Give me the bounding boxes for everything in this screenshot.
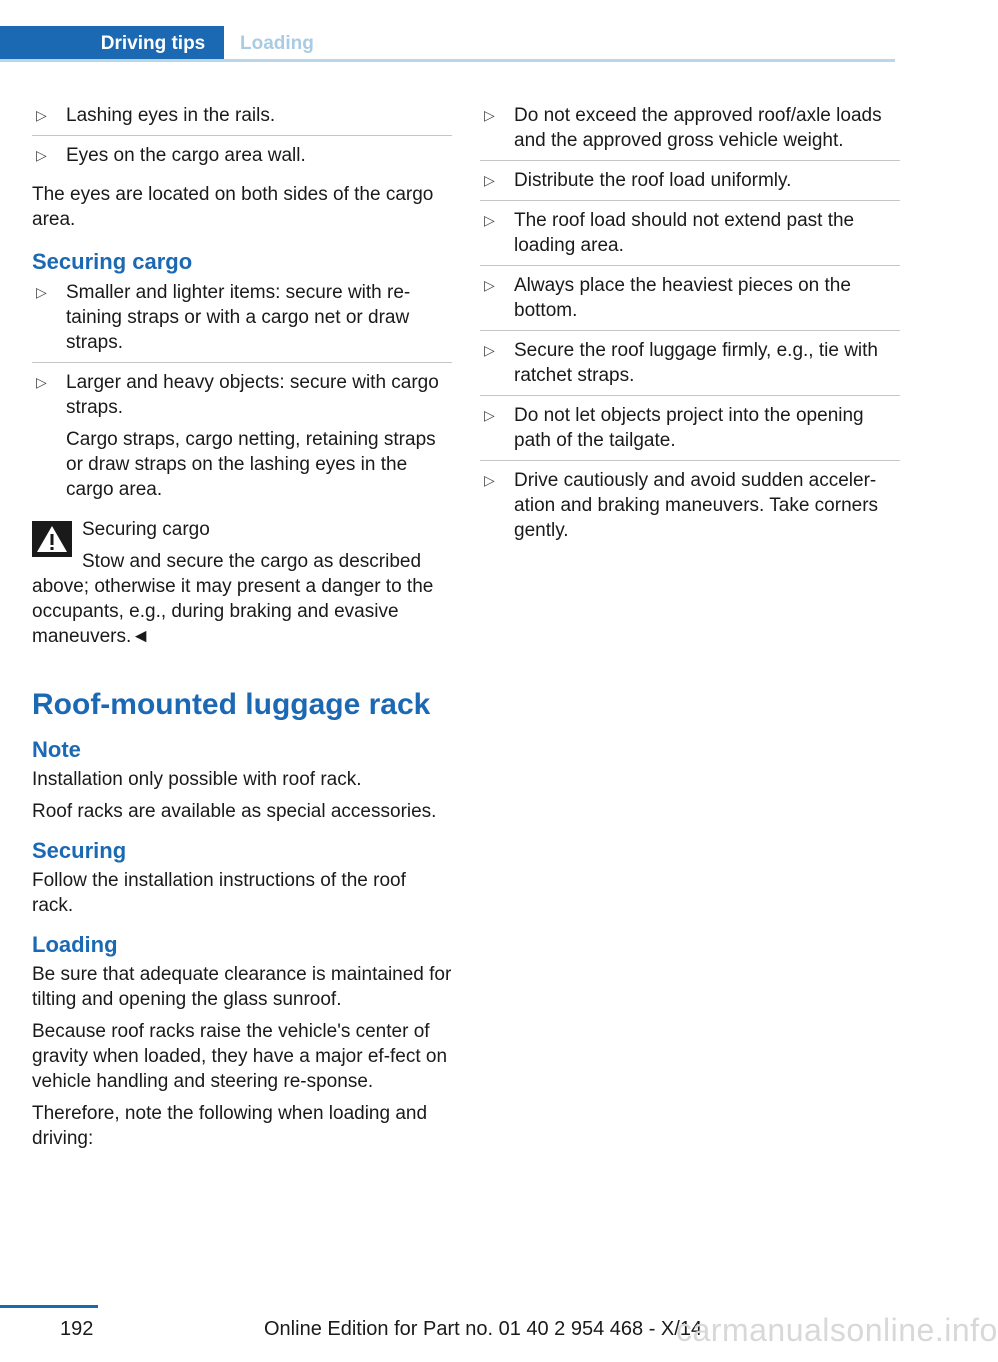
list-item: ▷ Smaller and lighter items: secure with re‐taining straps or with a cargo net or draw straps. bbox=[32, 280, 452, 363]
list-item-subparagraph: Cargo straps, cargo netting, retaining straps or draw straps on the lashing eyes in the cargo area. bbox=[66, 429, 436, 500]
heading-note: Note bbox=[32, 737, 81, 762]
list-item: ▷ Distribute the roof load uniformly. bbox=[480, 168, 900, 201]
watermark: carmanualsonline.info bbox=[676, 1312, 998, 1348]
warning-triangle-icon bbox=[32, 521, 72, 557]
paragraph: Follow the installation instructions of the roof rack. bbox=[32, 870, 406, 916]
edition-note: Online Edition for Part no. 01 40 2 954 468 - X/14 bbox=[264, 1318, 703, 1340]
list-item: ▷ The roof load should not extend past the loading area. bbox=[480, 208, 900, 266]
lashing-eyes-list bbox=[32, 103, 452, 175]
warning-title: Securing cargo bbox=[82, 519, 210, 540]
paragraph: Roof racks are available as special accessories. bbox=[32, 801, 437, 822]
paragraph: Because roof racks raise the vehicle's center of gravity when loaded, they have a major ef‐fect on vehicle handling and steering re‐sponse. bbox=[32, 1021, 448, 1092]
list-item bbox=[32, 370, 452, 509]
securing-cargo-list bbox=[32, 280, 452, 509]
paragraph: The eyes are located on both sides of the cargo area. bbox=[32, 184, 434, 230]
heading-securing-cargo: Securing cargo bbox=[32, 249, 193, 274]
warning-body: Stow and secure the cargo as described above; otherwise it may present a danger to the occupants, e.g., during braking and evasive maneuvers.◄ bbox=[32, 551, 434, 647]
paragraph: Installation only possible with roof rack. bbox=[32, 769, 362, 790]
list-item: ▷ Do not let objects project into the opening path of the tailgate. bbox=[480, 403, 900, 461]
left-column bbox=[32, 103, 452, 1158]
heading-roof-rack: Roof-mounted luggage rack bbox=[32, 688, 431, 721]
header-tabs bbox=[0, 26, 895, 61]
header-divider bbox=[0, 59, 895, 62]
right-column bbox=[480, 103, 900, 557]
roof-load-list bbox=[480, 103, 900, 550]
list-item: ▷ Lashing eyes in the rails. bbox=[32, 103, 452, 136]
list-item: ▷ Eyes on the cargo area wall. bbox=[32, 143, 452, 175]
list-item: ▷ Do not exceed the approved roof/axle loads and the approved gross vehicle weight. bbox=[480, 103, 900, 161]
tab-loading[interactable]: Loading bbox=[240, 33, 314, 54]
warning-box bbox=[32, 517, 452, 649]
list-item: ▷ Secure the roof luggage firmly, e.g., tie with ratchet straps. bbox=[480, 338, 900, 396]
list-item: ▷ Always place the heaviest pieces on the bottom. bbox=[480, 273, 900, 331]
list-item: ▷ Drive cautiously and avoid sudden acceler‐ation and braking maneuvers. Take corners gently. bbox=[480, 468, 900, 550]
page-number: 192 bbox=[60, 1318, 94, 1340]
paragraph: Be sure that adequate clearance is maintained for tilting and opening the glass sunroof. bbox=[32, 964, 452, 1010]
heading-loading: Loading bbox=[32, 932, 118, 957]
paragraph: Therefore, note the following when loading and driving: bbox=[32, 1103, 428, 1149]
footer-divider bbox=[0, 1305, 98, 1308]
heading-securing: Securing bbox=[32, 838, 127, 863]
tab-driving-tips[interactable]: Driving tips bbox=[0, 26, 224, 62]
list-item-text: Larger and heavy objects: secure with cargo straps. bbox=[66, 372, 439, 418]
